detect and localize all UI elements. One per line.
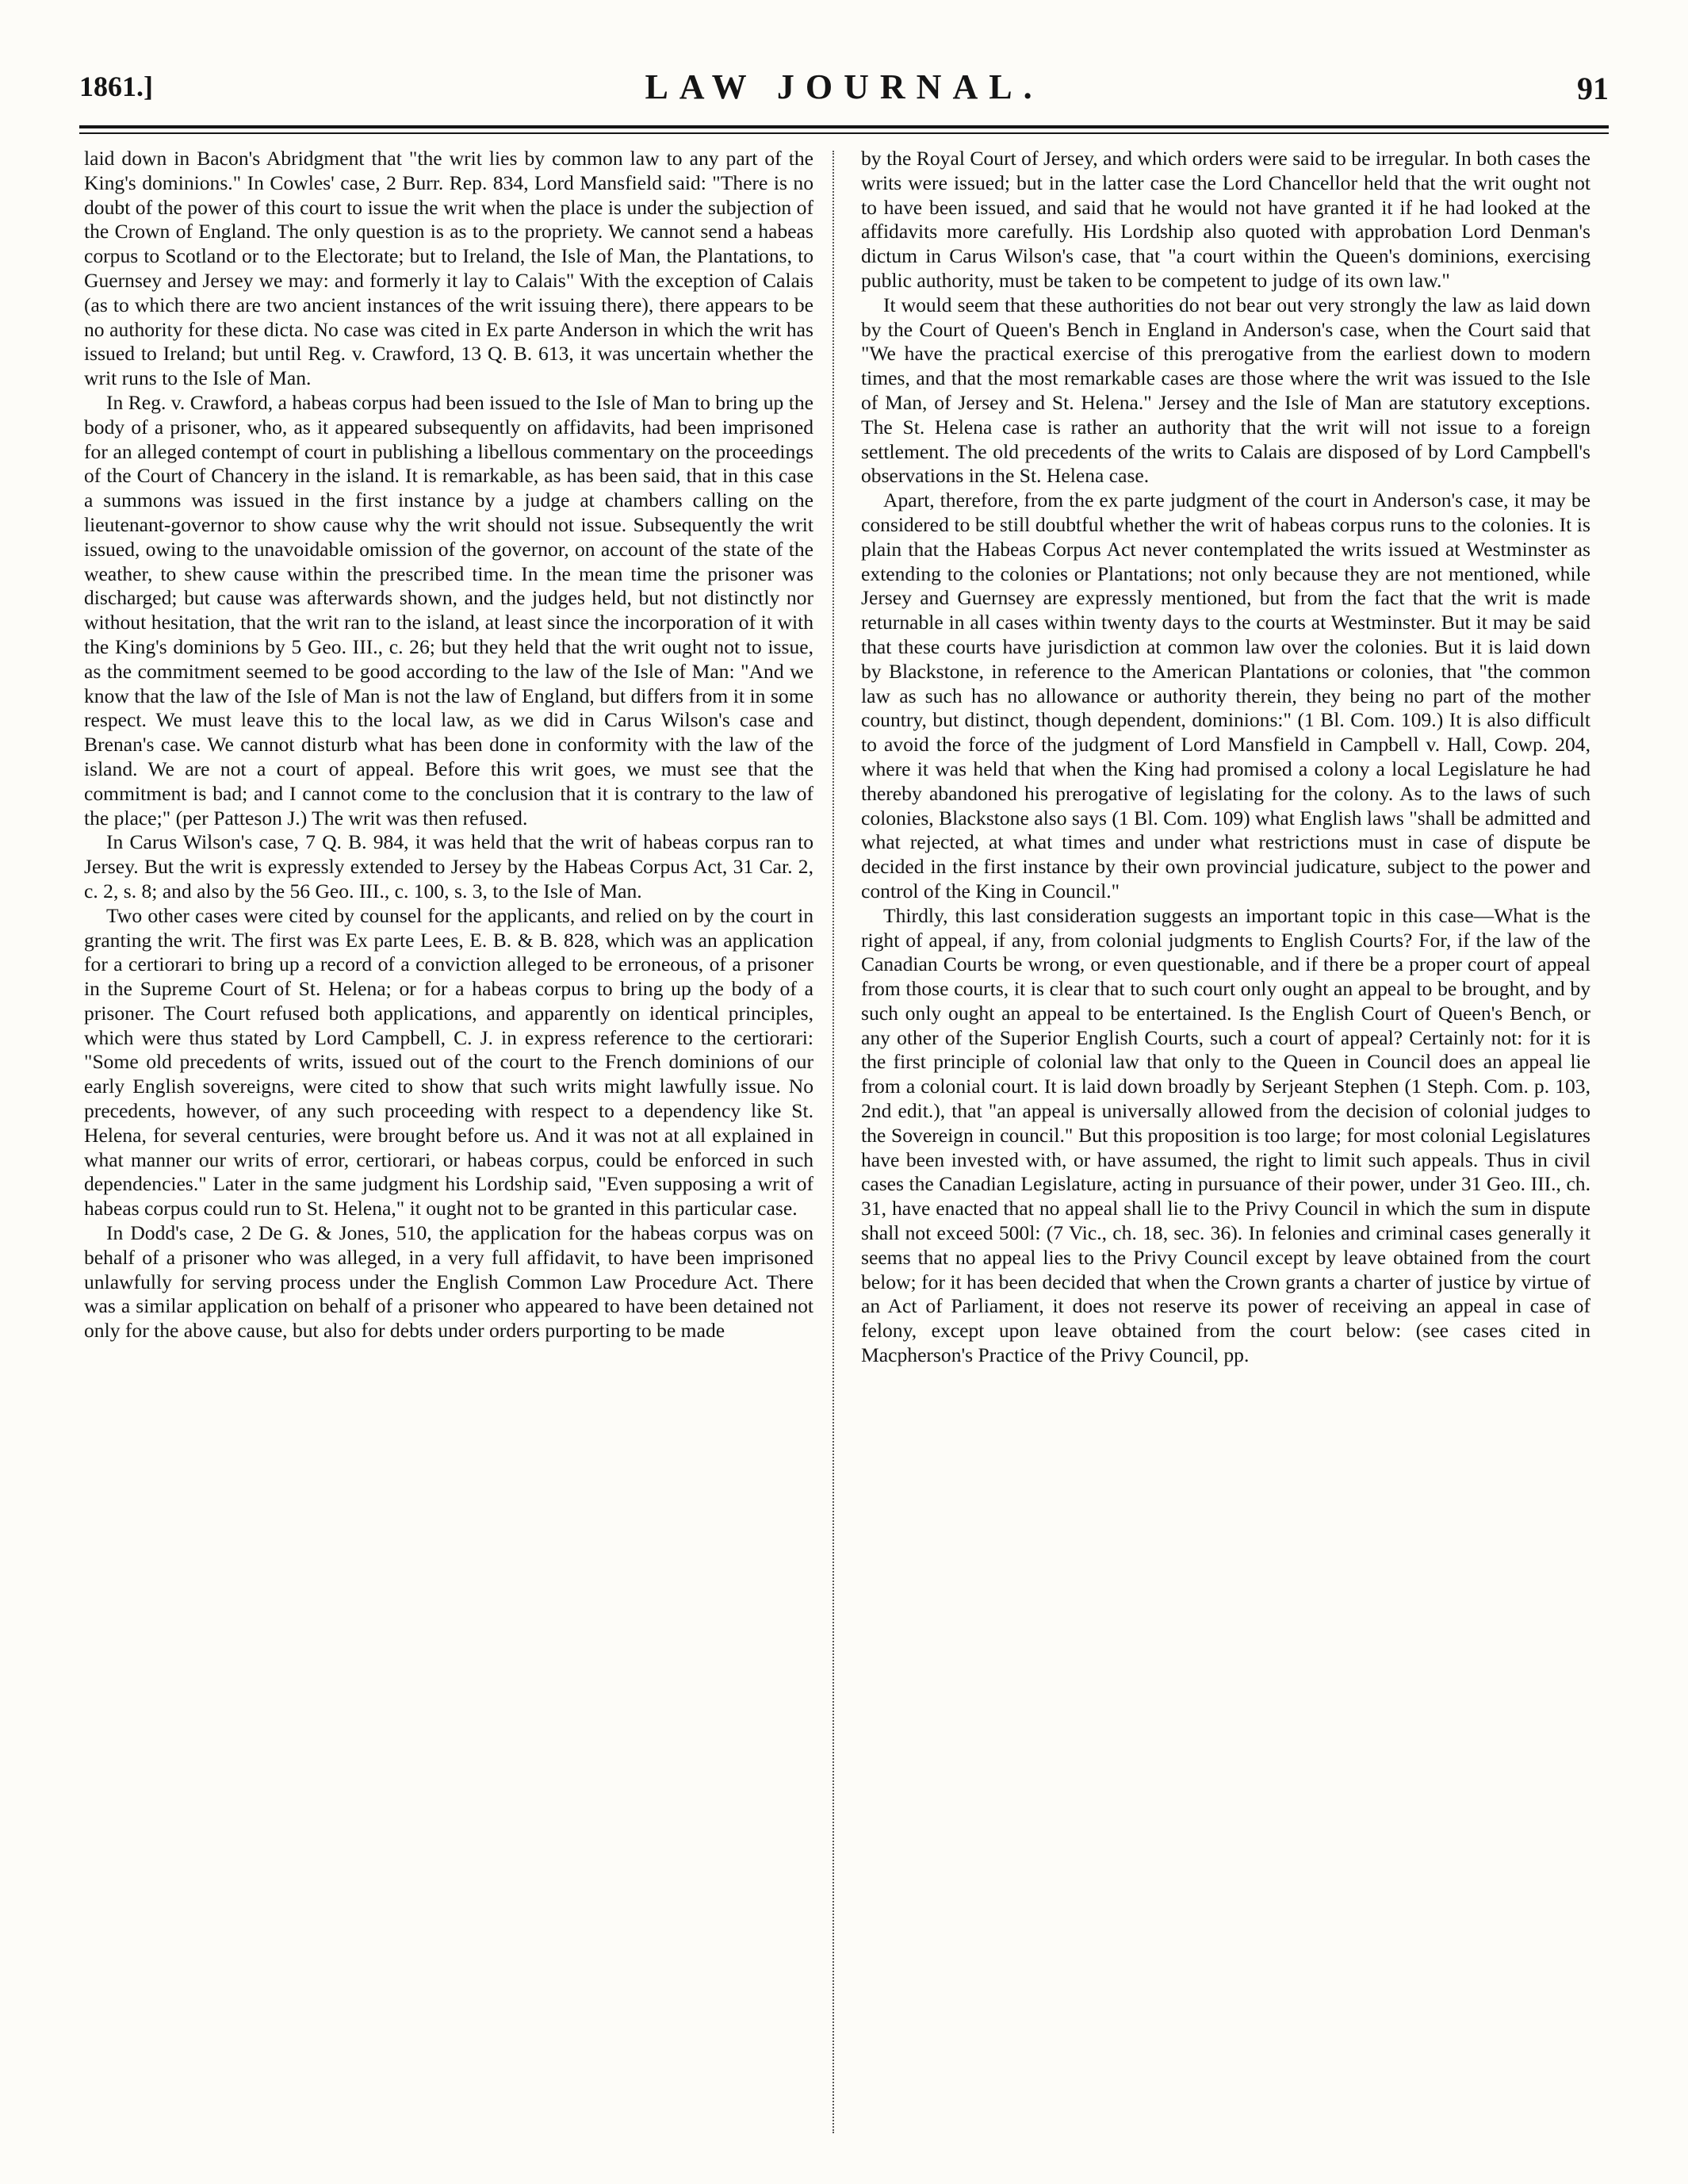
page-header [79,63,1609,125]
header-rule-thin [79,132,1609,134]
paragraph: In Dodd's case, 2 De G. & Jones, 510, the application for the habeas corpus was on behalf of a prisoner who was alleged, in a very full affidavit, to have been imprisoned unlawfully for serving process under the English Common Law Procedure Act. There was a similar application on behalf of a prisoner who appeared to have been detained not only for the above cause, but also for debts under orders purporting to be made [84,1221,813,1343]
paragraph: by the Royal Court of Jersey, and which orders were said to be irregular. In both cases the writs were issued; but in the latter case the Lord Chancellor held that the writ ought not to have been issued, and said that he would not have granted it if he had looked at the affidavits more carefully. His Lordship also quoted with approbation Lord Denman's dictum in Carus Wilson's case, that "a court within the Queen's dominions, exercising public authority, must be taken to be competent to judge of its own law." [861,147,1590,292]
paragraph: laid down in Bacon's Abridgment that "the writ lies by common law to any part of the King's dominions." In Cowles' case, 2 Burr. Rep. 834, Lord Mansfield said: "There is no doubt of the power of this court to issue the writ when the place is under the subjection of the Crown of England. The only question is as to the propriety. We cannot send a habeas corpus to Scotland or to the Electorate; but to Ireland, the Isle of Man, the Plantations, to Guernsey and Jersey we may: and formerly it lay to Calais" With the exception of Calais (as to which there are two ancient instances of the writ issuing there), there appears to be no authority for these dicta. No case was cited in Ex parte Anderson in which the writ has issued to Ireland; but until Reg. v. Crawford, 13 Q. B. 613, it was uncertain whether the writ runs to the Isle of Man. [84,147,813,390]
page-number: 91 [1577,71,1609,106]
paragraph: Apart, therefore, from the ex parte judgment of the court in Anderson's case, it may be considered to be still doubtful whether the writ of habeas corpus runs to the colonies. It is plain that the Habeas Corpus Act never contemplated the writs issued at Westminster as extending to the colonies or Plantations; not only because they are not mentioned, while Jersey and Guernsey are expressly mentioned, but from the fact that the writ is made returnable in all cases within twenty days to the courts at Westminster. But it may be said that these courts have jurisdiction at common law over the colonies. But it is laid down by Blackstone, in reference to the American Plantations or colonies, that "the common law as such has no allowance or authority therein, they being no part of the mother country, but distinct, though dependent, dominions:" (1 Bl. Com. 109.) It is also difficult to avoid the force of the judgment of Lord Mansfield in Campbell v. Hall, Cowp. 204, where it was held that when the King had promised a colony a local Legislature he had thereby abandoned his prerogative of legislating for the colony. As to the laws of such colonies, Blackstone also says (1 Bl. Com. 109) what English laws "shall be admitted and what rejected, at what times and under what restrictions must in case of dispute be decided in the first instance by their own provincial judicature, subject to the power and control of the King in Council." [861,489,1590,902]
header-rule [79,125,1609,128]
column-divider [833,151,834,2133]
paragraph: In Carus Wilson's case, 7 Q. B. 984, it was held that the writ of habeas corpus ran to Jersey. But the writ is expressly extended to Jersey by the Habeas Corpus Act, 31 Car. 2, c. 2, s. 8; and also by the 56 Geo. III., c. 100, s. 3, to the Isle of Man. [84,830,813,902]
header-date: 1861.] [79,71,153,102]
right-column [861,147,1590,2137]
paragraph: It would seem that these authorities do not bear out very strongly the law as laid down by the Court of Queen's Bench in England in Anderson's case, when the Court said that "We have the practical exercise of this prerogative from the earliest down to modern times, and that the most remarkable cases are those where the writ was issued to the Isle of Man, of Jersey and St. Helena." Jersey and the Isle of Man are statutory exceptions. The St. Helena case is rather an authority that the writ will not issue to a foreign settlement. The old precedents of the writs to Calais are disposed of by Lord Campbell's observations in the St. Helena case. [861,293,1590,488]
paragraph: In Reg. v. Crawford, a habeas corpus had been issued to the Isle of Man to bring up the body of a prisoner, who, as it appeared subsequently on affidavits, had been imprisoned for an alleged contempt of court in publishing a libellous commentary on the proceedings of the Court of Chancery in the island. It is remarkable, as has been said, that in this case a summons was issued in the first instance by a judge at chambers calling on the lieutenant-governor to show cause why the writ should not issue. Subsequently the writ issued, owing to the unavoidable omission of the governor, on account of the state of the weather, to shew cause within the prescribed time. In the mean time the prisoner was discharged; but cause was afterwards shown, and the judges held, but not distinctly nor without hesitation, that the writ ran to the island, at least since the incorporation of it with the King's dominions by 5 Geo. III., c. 26; but they held that the writ ought not to issue, as the commitment seemed to be good according to the law of the Isle of Man: "And we know that the law of the Isle of Man is not the law of England, but differs from it in some respect. We must leave this to the local law, as we did in Carus Wilson's case and Brenan's case. We cannot disturb what has been done in conformity with the law of the island. We are not a court of appeal. Before this writ goes, we must see that the commitment is bad; and I cannot come to the conclusion that it is contrary to the law of the place;" (per Patteson J.) The writ was then refused. [84,390,813,830]
journal-title: LAW JOURNAL. [645,67,1043,106]
paragraph: Thirdly, this last consideration suggests an important topic in this case—What is the right of appeal, if any, from colonial judgments to English Courts? For, if the law of the Canadian Courts be wrong, or even questionable, and if there be a proper court of appeal from those courts, it is clear that to such court only ought an appeal to be brought, and by such only ought an appeal to be entertained. Is the English Court of Queen's Bench, or any other of the Superior English Courts, such a court of appeal? Certainly not: for it is the first principle of colonial law that only to the Queen in Council does an appeal lie from a colonial court. It is laid down broadly by Serjeant Stephen (1 Steph. Com. p. 103, 2nd edit.), that "an appeal is universally allowed from the decision of colonial judges to the Sovereign in council." But this proposition is too large; for most colonial Legislatures have been invested with, or have assumed, the right to limit such appeals. Thus in civil cases the Canadian Legislature, acting in pursuance of their power, under 31 Geo. III., ch. 31, have enacted that no appeal shall lie to the Privy Council in which the sum in dispute shall not exceed 500l: (7 Vic., ch. 18, sec. 36). In felonies and criminal cases generally it seems that no appeal lies to the Privy Council except by leave obtained from the court below; for it has been decided that when the Crown grants a charter of justice by virtue of an Act of Parliament, it does not reserve its power of receiving an appeal in case of felony, except upon leave obtained from the court below: (see cases cited in Macpherson's Practice of the Privy Council, pp. [861,903,1590,1367]
paragraph: Two other cases were cited by counsel for the applicants, and relied on by the court in granting the writ. The first was Ex parte Lees, E. B. & B. 828, which was an application for a certiorari to bring up a record of a conviction alleged to be erroneous, of a prisoner in the Supreme Court of St. Helena; or for a habeas corpus to bring up the body of a prisoner. The Court refused both applications, and apparently on identical principles, which were thus stated by Lord Campbell, C. J. in express reference to the certiorari: "Some old precedents of writs, issued out of the court to the French dominions of our early English sovereigns, were cited to show that such writs might lawfully issue. No precedents, however, of any such proceeding with respect to a dependency like St. Helena, for several centuries, were brought before us. And it was not at all explained in what manner our writs of error, certiorari, or habeas corpus, could be enforced in such dependencies." Later in the same judgment his Lordship said, "Even supposing a writ of habeas corpus could run to St. Helena," it ought not to be granted in this particular case. [84,903,813,1220]
left-column [84,147,813,2137]
